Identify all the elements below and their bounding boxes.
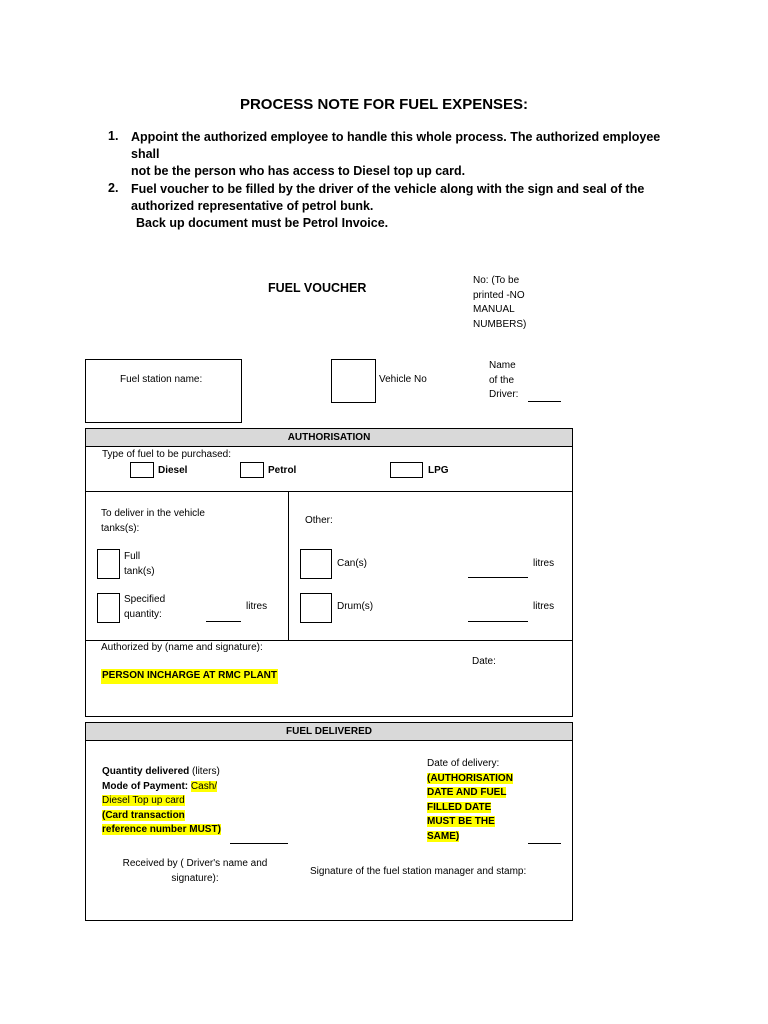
quantity-payment-block [102,765,221,838]
cans-label: Can(s) [337,558,368,569]
fuel-delivered-header: FUEL DELIVERED [85,722,573,741]
specified-qty-line-2: quantity: [124,608,162,620]
no-note-line-4: NUMBERS) [473,318,527,330]
drums-litres-line[interactable] [468,621,528,622]
deliver-label-line-1: To deliver in the vehicle [101,508,205,519]
full-tank-checkbox[interactable] [97,549,120,579]
date-note-line-1: (AUTHORISATION [427,772,513,784]
deliver-label-line-2: tanks(s): [101,522,140,534]
step-2-line-1: Fuel voucher to be filled by the driver of the vehicle along with the sign and seal of the [131,182,645,196]
mode-payment-label: Mode of Payment: [102,780,189,792]
no-note-line-1: No: (To be [473,275,520,286]
step-2-number: 2. [108,181,119,195]
petrol-label: Petrol [268,465,297,476]
drums-litres: litres [533,601,555,612]
diesel-checkbox[interactable] [130,462,154,478]
driver-name-line[interactable] [528,401,561,402]
card-ref-line-2: reference number MUST) [102,824,221,835]
authorisation-date-label: Date: [472,656,496,667]
authorisation-divider-1 [85,491,573,492]
date-note-line-2: DATE AND FUEL [427,787,507,798]
full-tank-line-1: Full [124,551,141,562]
step-1-line-2: not be the person who has access to Diesel top up card. [131,164,466,178]
received-by-label [110,857,280,886]
authorisation-vertical-divider [288,492,289,640]
date-note-line-3: FILLED DATE [427,801,492,813]
date-delivery-label: Date of delivery: [427,758,500,769]
date-note-line-5: SAME) [427,830,460,842]
date-delivery-block [427,757,513,844]
no-note-line-2: printed -NO [473,289,525,301]
step-1-text [131,129,691,180]
petrol-checkbox[interactable] [240,462,264,478]
other-label: Other: [305,515,333,526]
full-tank-line-2: tank(s) [124,565,155,577]
authorisation-header: AUTHORISATION [85,428,573,447]
no-note-line-3: MANUAL [473,304,515,315]
driver-name-label [489,359,518,403]
cans-litres: litres [533,558,555,569]
date-delivery-line[interactable] [528,843,561,844]
specified-qty-line[interactable] [206,621,241,622]
authorized-by-label: Authorized by (name and signature): [101,642,263,653]
received-by-line-2: signature): [171,872,219,884]
mode-card: Diesel Top up card [102,795,185,806]
card-ref-line-1: (Card transaction [102,809,185,821]
step-1-number: 1. [108,129,119,143]
drums-label: Drum(s) [337,601,374,612]
fuel-station-label: Fuel station name: [120,374,203,385]
step-2-text [131,181,691,232]
fuel-type-label: Type of fuel to be purchased: [102,449,231,460]
driver-label-line-3: Driver: [489,389,519,400]
person-incharge-note: PERSON INCHARGE AT RMC PLANT [101,669,278,684]
full-tank-label [124,550,155,579]
voucher-number-note [473,274,526,332]
step-1-line-1: Appoint the authorized employee to handle this whole process. The authorized employee shall [131,130,661,161]
date-note-line-4: MUST BE THE [427,816,495,827]
cans-checkbox[interactable] [300,549,332,579]
vehicle-no-box[interactable] [331,359,376,403]
driver-label-line-2: of the [489,374,515,386]
specified-qty-litres: litres [246,601,268,612]
voucher-title: FUEL VOUCHER [268,281,367,295]
quantity-line[interactable] [230,843,288,844]
driver-label-line-1: Name [489,360,516,371]
signature-manager-label: Signature of the fuel station manager and stamp: [310,866,527,877]
step-2-line-3: Back up document must be Petrol Invoice. [136,216,389,230]
lpg-checkbox[interactable] [390,462,423,478]
specified-qty-checkbox[interactable] [97,593,120,623]
received-by-line-1: Received by ( Driver's name and [122,858,268,869]
qty-delivered-label: Quantity delivered [102,766,190,777]
specified-qty-label [124,593,165,622]
lpg-label: LPG [428,465,449,476]
mode-cash: Cash/ [190,780,218,792]
diesel-label: Diesel [158,465,188,476]
fuel-station-box[interactable] [85,359,242,423]
cans-litres-line[interactable] [468,577,528,578]
vehicle-no-label: Vehicle No [379,374,427,385]
step-2-line-2: authorized representative of petrol bunk. [131,199,374,213]
specified-qty-line-1: Specified [124,594,166,605]
page-title: PROCESS NOTE FOR FUEL EXPENSES: [239,96,529,113]
deliver-label [101,507,205,536]
qty-unit: (liters) [192,766,220,777]
drums-checkbox[interactable] [300,593,332,623]
